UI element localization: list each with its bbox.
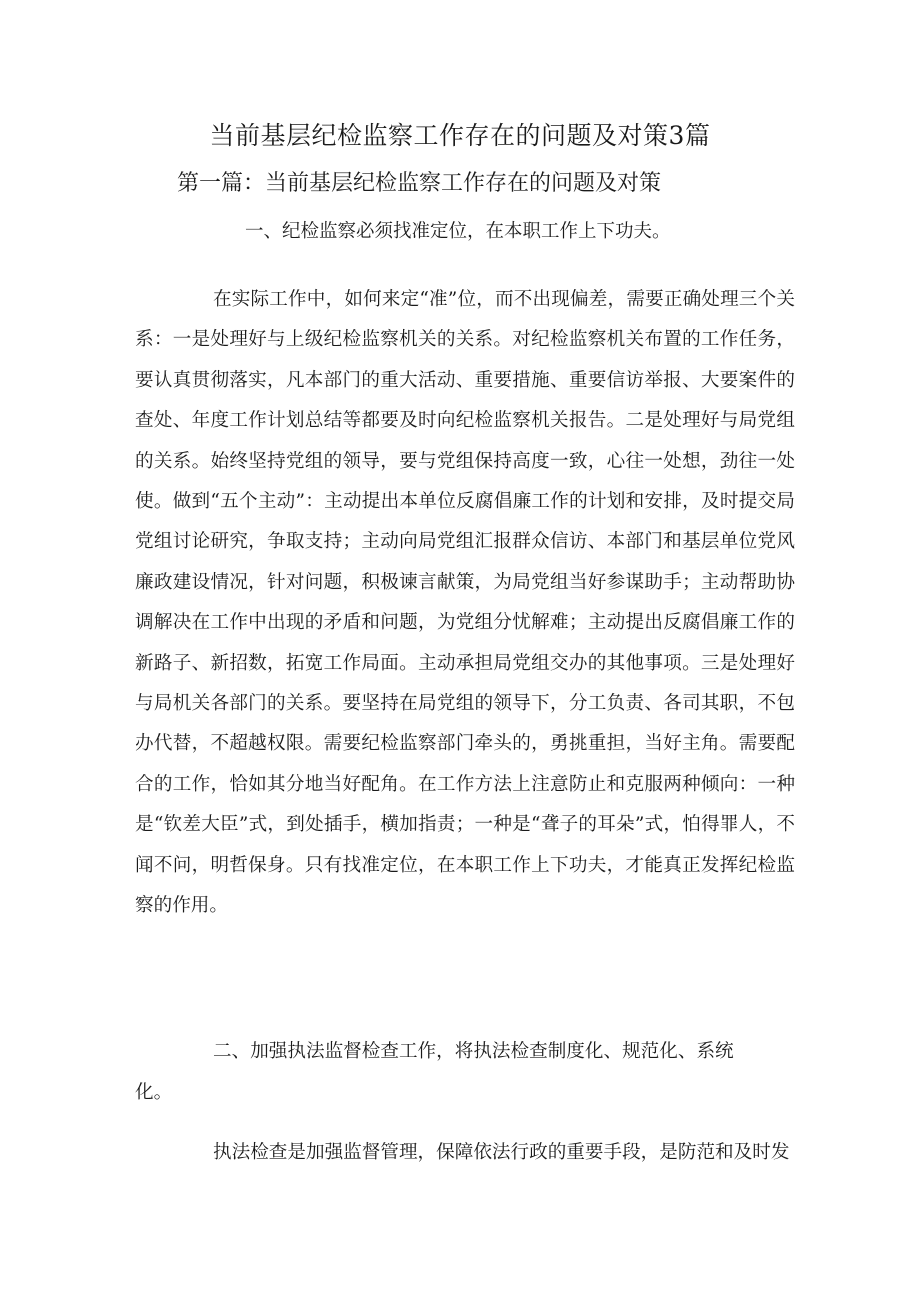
- section-one-heading: 一、纪检监察必须找准定位，在本职工作上下功夫。: [245, 221, 671, 242]
- section-two-heading: 二、加强执法监督检查工作，将执法检查制度化、规范化、系统化。: [135, 1041, 734, 1103]
- paragraph-one: 在实际工作中，如何来定“准”位，而不出现偏差，需要正确处理三个关系：一是处理好与上级纪检监察机关的关系。对纪检监察机关布置的工作任务，要认真贯彻落实，凡本部门的重大活动、重要措施、重要信访举报、大要案件的查处、年度工作计划总结等都要及时向纪检监察机关报告。二是处理好与局党组的关系。始终坚持党组的领导，要与党组保持高度一致，心往一处想，劲往一处使。做到“五个主动”：主动提出本单位反腐倡廉工作的计划和安排，及时提交局党组讨论研究，争取支持；主动向局党组汇报群众信访、本部门和基层单位党风廉政建设情况，针对问题，积极谏言献策，为局党组当好参谋助手；主动帮助协调解决在工作中出现的矛盾和问题，为党组分忧解难；主动提出反腐倡廉工作的新路子、新招数，拓宽工作局面。主动承担局党组交办的其他事项。三是处理好与局机关各部门的关系。要坚持在局党组的领导下，分工负责、各司其职，不包办代替，不超越权限。需要纪检监察部门牵头的，勇挑重担，当好主角。需要配合的工作，恰如其分地当好配角。在工作方法上注意防止和克服两种倾向：一种是“钦差大臣”式，到处插手，横加指责；一种是“聋子的耳朵”式，怕得罪人，不闻不问，明哲保身。只有找准定位，在本职工作上下功夫，才能真正发挥纪检监察的作用。: [135, 289, 795, 917]
- paragraph-two: 执法检查是加强监督管理，保障依法行政的重要手段，是防范和及时发: [213, 1142, 790, 1163]
- document-title: 当前基层纪检监察工作存在的问题及对策3篇: [209, 121, 711, 150]
- part-one-title: 第一篇：当前基层纪检监察工作存在的问题及对策: [177, 171, 662, 196]
